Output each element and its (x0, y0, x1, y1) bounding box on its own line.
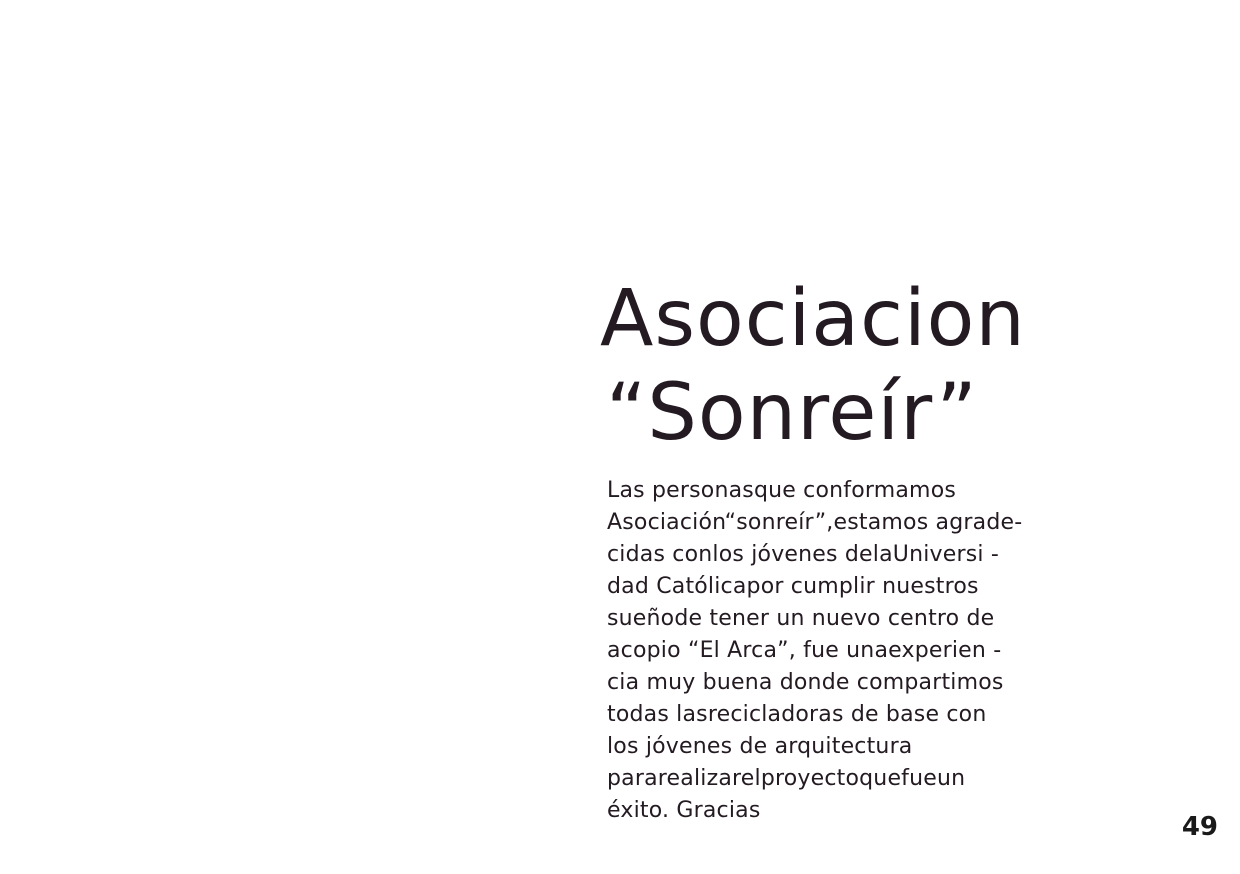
body-line: cia muy buena donde compartimos (607, 670, 1004, 695)
body-line: sueñode tener un nuevo centro de (607, 606, 995, 631)
body-line: Asociación“sonreír”,estamos agrade- (607, 510, 1023, 535)
body-paragraph (607, 475, 1067, 827)
body-line: los jóvenes de arquitectura (607, 734, 913, 759)
body-line: éxito. Gracias (607, 798, 761, 823)
title-line-2: “Sonreír” (606, 368, 978, 458)
body-line: pararealizarelproyectoquefueun (607, 766, 966, 791)
body-line: todas lasrecicladoras de base con (607, 702, 987, 727)
title-line-1: Asociacion (600, 274, 1026, 364)
body-line: dad Católicapor cumplir nuestros (607, 574, 979, 599)
page-number: 49 (1181, 812, 1218, 842)
page-title (600, 272, 1160, 460)
body-line: Las personasque conformamos (607, 478, 957, 503)
body-line: acopio “El Arca”, fue unaexperien - (607, 638, 1002, 663)
body-line: cidas conlos jóvenes delaUniversi - (607, 542, 1000, 567)
